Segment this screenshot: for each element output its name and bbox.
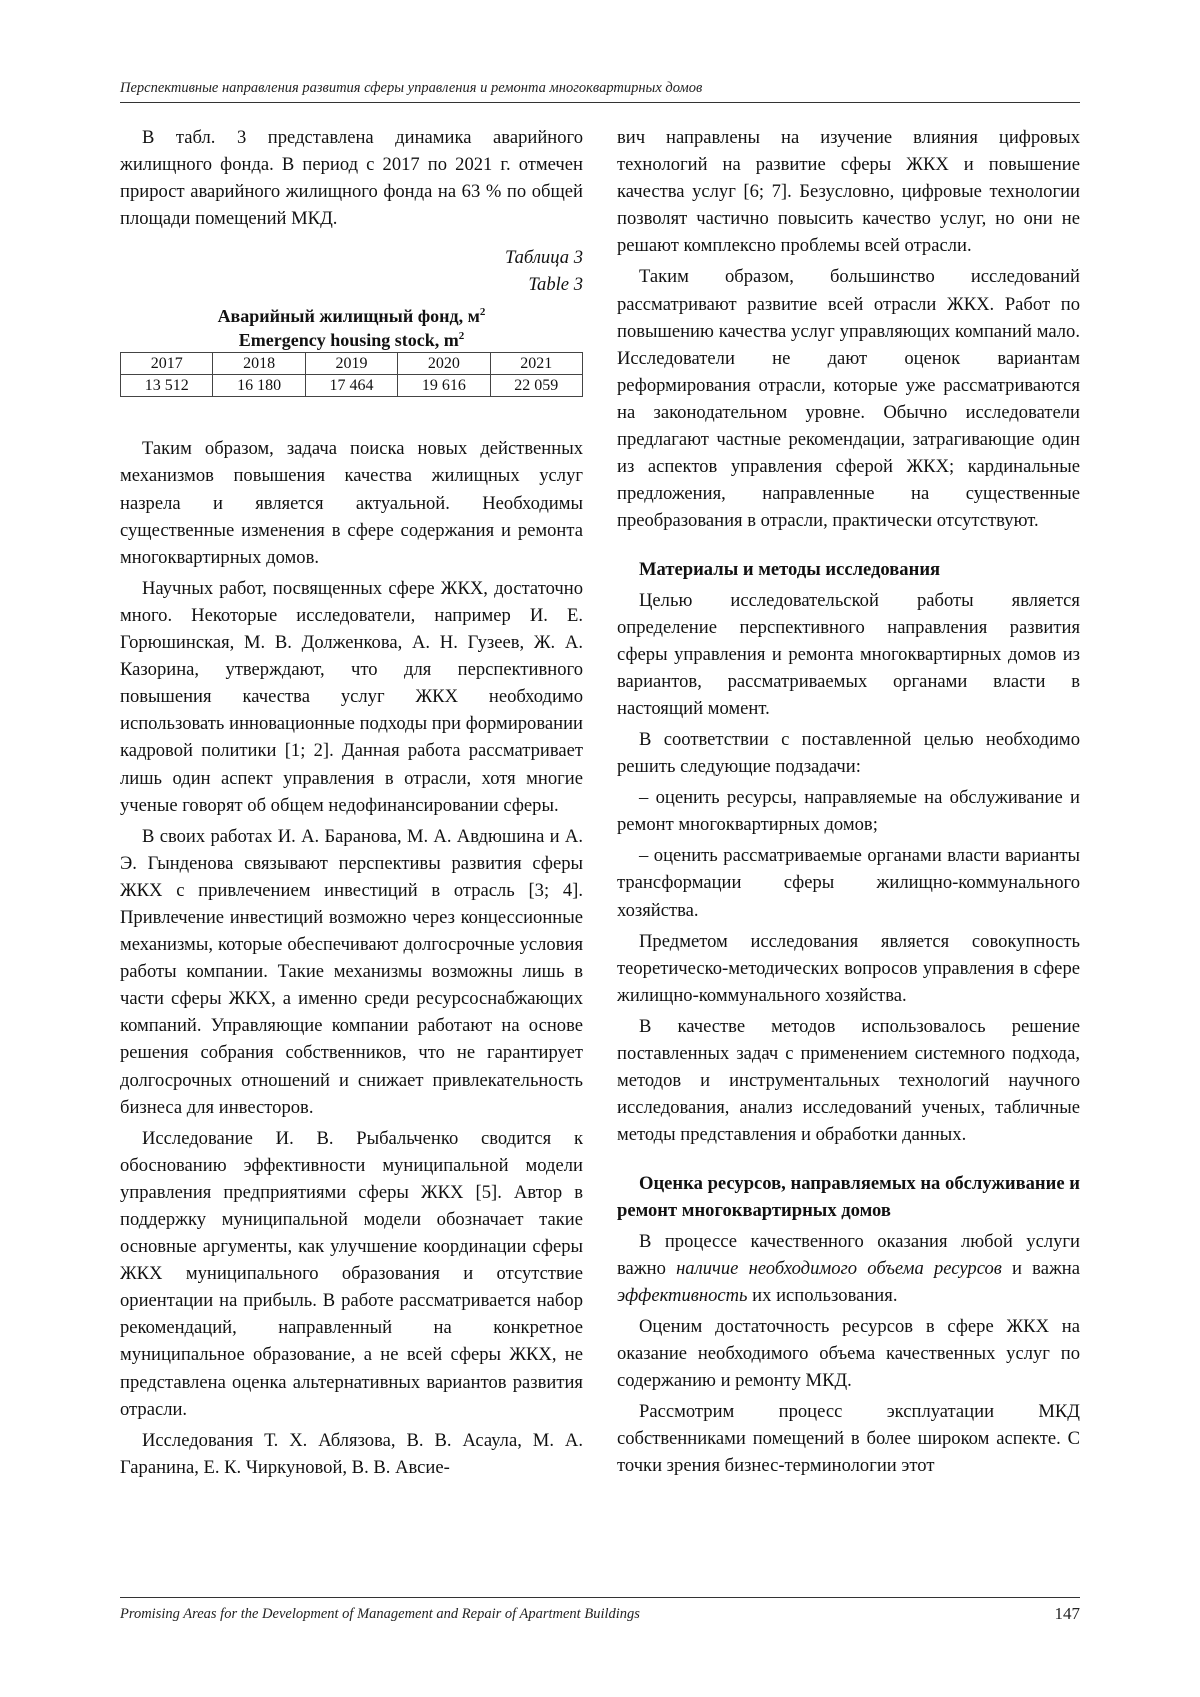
- emphasis: эффективность: [617, 1284, 748, 1306]
- emergency-housing-table: [120, 352, 583, 397]
- unit-superscript: 2: [479, 306, 486, 319]
- header-rule: [120, 102, 1080, 103]
- table-cell: 22 059: [490, 375, 582, 397]
- continuation-paragraph: вич направлены на изучение влияния цифровых технологий на развитие сферы ЖКХ и повышение качества услуг [6; 7]. Безусловно, цифровые технологии позволят частично повысить качество услуг, но они не решают комплексно проблемы всей отрасли.: [617, 127, 1080, 257]
- paragraph: Рассмотрим процесс эксплуатации МКД собственниками помещений в более широком аспекте. С точки зрения бизнес-терминологии этот: [617, 1401, 1080, 1477]
- footer-title: Promising Areas for the Development of Management and Repair of Apartment Buildings: [120, 1606, 640, 1622]
- list-item: – оценить ресурсы, направляемые на обслуживание и ремонт многоквартирных домов;: [617, 787, 1080, 836]
- paragraph: Исследование И. В. Рыбальченко сводится к обоснованию эффективности муниципальной модели управления предприятиями сферы ЖКХ [5]. Автор в поддержку муниципальной модели обозначает такие основные аргументы, как улучшение координации сферы ЖКХ муниципального образования и отсутствие ориентации на прибыль. В работе рассматривается набор рекомендаций, направленный на конкретное муниципальное образование, а не всей сферы ЖКХ, не представлена оценка альтернативных вариантов развития отрасли.: [120, 1127, 583, 1420]
- paragraph: Предметом исследования является совокупность теоретическо-методических вопросов управления в сфере жилищно-коммунального хозяйства.: [617, 930, 1080, 1006]
- table-header-row: [121, 353, 583, 375]
- table-row: [121, 375, 583, 397]
- table-caption-en: Table 3: [528, 274, 583, 296]
- emphasis: наличие необходимого объема ресурсов: [676, 1257, 1002, 1279]
- table-header-cell: 2020: [398, 353, 490, 375]
- text-run: В процессе качественного оказания любой услуги важно: [617, 1230, 1080, 1279]
- page-number: 147: [1054, 1604, 1080, 1623]
- paragraph: Таким образом, большинство исследований рассматривают развитие всей отрасли ЖКХ. Работ по повышению качества услуг управляющих компаний мало. Исследователи не дают оценок вариантам реформирования отрасли, которые уже рассматриваются на законодательном уровне. Обычно исследователи предлагают частные рекомендации, затрагивающие один из аспектов управления сферой ЖКХ; кардинальные предложения, направленные на существенные преобразования в отрасли, практически отсутствуют.: [617, 266, 1080, 532]
- paragraph: В своих работах И. А. Баранова, М. А. Авдюшина и А. Э. Гынденова связывают перспективы развития сферы ЖКХ с привлечением инвестиций в отрасль [3; 4]. Привлечение инвестиций возможно через концессионные механизмы, которые обеспечивают долгосрочные условия работы компании. Такие механизмы возможны лишь в части сферы ЖКХ, а именно среди ресурсоснабжающих компаний. Управляющие компании работают на основе решения собрания собственников, что не гарантирует долгосрочных отношений и снижает привлекательность бизнеса для инвесторов.: [120, 825, 583, 1118]
- section-heading-methods: Материалы и методы исследования: [639, 559, 941, 581]
- table-title-en: [120, 326, 583, 350]
- paragraph: Исследования Т. Х. Аблязова, В. В. Асаула, М. А. Гаранина, Е. К. Чиркуновой, В. В. Авсие-: [120, 1429, 583, 1478]
- text-run: и важна: [1001, 1257, 1081, 1279]
- paragraph: В качестве методов использовалось решение поставленных задач с применением системного подхода, методов и инструментальных технологий научного исследования, анализ исследований ученых, табличные методы представления и обработки данных.: [617, 1015, 1080, 1146]
- table-caption-ru: Таблица 3: [504, 247, 583, 269]
- table-cell: 17 464: [305, 375, 397, 397]
- unit-superscript: 2: [458, 330, 465, 343]
- running-header: Перспективные направления развития сферы управления и ремонта многоквартирных домов: [120, 80, 703, 96]
- table-title-ru: [120, 302, 583, 326]
- text-run: их использования.: [747, 1284, 898, 1306]
- table-header-cell: 2021: [490, 353, 582, 375]
- paragraph: Целью исследовательской работы является определение перспективного направления развития сферы управления и ремонта многоквартирных домов из вариантов, рассматриваемых органами власти в настоящий момент.: [617, 589, 1080, 719]
- section-heading-resources: Оценка ресурсов, направляемых на обслуживание и ремонт многоквартирных домов: [617, 1173, 1080, 1222]
- paragraph: Оценим достаточность ресурсов в сфере ЖКХ на оказание необходимого объема качественных услуг по содержанию и ремонту МКД.: [617, 1315, 1080, 1392]
- footer-rule: [120, 1597, 1080, 1598]
- table-header-cell: 2018: [213, 353, 305, 375]
- right-column: [617, 124, 1080, 1483]
- table-cell: 19 616: [398, 375, 490, 397]
- table-cell: 13 512: [121, 375, 213, 397]
- paragraph: Научных работ, посвященных сфере ЖКХ, достаточно много. Некоторые исследователи, например И. Е. Горюшинская, М. В. Долженкова, А. Н. Гузеев, Ж. А. Казорина, утверждают, что для перспективного повышения качества услуг ЖКХ необходимо использовать инновационные подходы при формировании кадровой политики [1; 2]. Данная работа рассматривает лишь один аспект управления в отрасли, хотя многие ученые говорят об общем недофинансировании сферы.: [120, 577, 583, 816]
- running-footer: [120, 1606, 1080, 1623]
- intro-paragraph: В табл. 3 представлена динамика аварийного жилищного фонда. В период с 2017 по 2021 г. отмечен прирост аварийного жилищного фонда на 63 % по общей площади помещений МКД.: [120, 127, 583, 230]
- table-header-cell: 2017: [121, 353, 213, 375]
- table-header-cell: 2019: [305, 353, 397, 375]
- table-cell: 16 180: [213, 375, 305, 397]
- table-title-en-text: Emergency housing stock, m: [238, 330, 459, 351]
- left-column: [120, 124, 583, 1485]
- table-title-ru-text: Аварийный жилищный фонд, м: [217, 306, 480, 327]
- list-item: – оценить рассматриваемые органами власти варианты трансформации сферы жилищно-коммунального хозяйства.: [617, 845, 1080, 921]
- paragraph: В соответствии с поставленной целью необходимо решить следующие подзадачи:: [617, 728, 1080, 778]
- paragraph: Таким образом, задача поиска новых действенных механизмов повышения качества жилищных услуг назрела и является актуальной. Необходимы существенные изменения в сфере содержания и ремонта многоквартирных домов.: [120, 438, 583, 568]
- paragraph: [617, 1228, 1080, 1309]
